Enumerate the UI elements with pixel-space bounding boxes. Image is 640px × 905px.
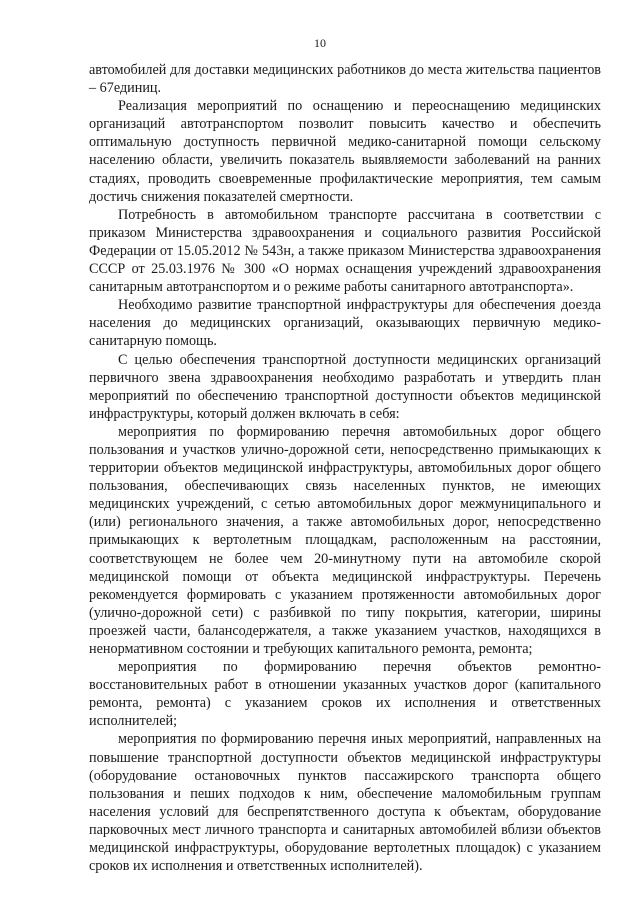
list-item: мероприятия по формированию перечня автомобильных дорог общего пользования и участков улично-дорожной сети, непосредственно примыкающих к территории объектов медицинской инфраструктуры, автомобильных дорог общего пользования, обеспечивающих связь населенных пунктов, не имеющих медицинских учреждений, с сетью автомобильных дорог межмуниципального и (или) регионального значения, а также автомобильных дорог, непосредственно примыкающих к вертолетным площадкам, расположенным на расстоянии, соответствующем не более чем 20-минутному пути на автомобиле скорой медицинской помощи от объекта медицинской инфраструктуры. Перечень рекомендуется формировать с указанием протяженности автомобильных дорог (улично-дорожной сети) с разбивкой по типу покрытия, категории, ширины проезжей части, балансодержателя, а также указанием участков, находящихся в ненормативном состоянии и требующих капитального ремонта, ремонта; (89, 423, 601, 657)
paragraph: Необходимо развитие транспортной инфраструктуры для обеспечения доезда населения до медицинских организаций, оказывающих первичную медико-санитарную помощь. (89, 297, 601, 350)
paragraph: С целью обеспечения транспортной доступности медицинских организаций первичного звена здравоохранения необходимо разработать и утвердить план мероприятий по обеспечению транспортной доступности объектов медицинской инфраструктуры, который должен включать в себя: (89, 351, 601, 422)
paragraph: Потребность в автомобильном транспорте рассчитана в соответствии с приказом Министерства здравоохранения и социального развития Российской Федерации от 15.05.2012 № 543н, а также приказом Министерства здравоохранения СССР от 25.03.1976 № 300 «О нормах оснащения учреждений здравоохранения санитарным автотранспортом и о режиме работы санитарного автотранспорта». (89, 206, 601, 296)
paragraph-continuation: автомобилей для доставки медицинских работников до места жительства пациентов – 67единиц. (89, 62, 601, 97)
list-item: мероприятия по формированию перечня объектов ремонтно-восстановительных работ в отношении указанных участков дорог (капитального ремонта, ремонта) с указанием сроков их исполнения и ответственных исполнителей; (89, 659, 601, 730)
page-number: 10 (314, 36, 326, 50)
paragraph: Реализация мероприятий по оснащению и переоснащению медицинских организаций автотранспортом позволит повысить качество и обеспечить оптимальную доступность первичной медико-санитарной помощи сельскому населению области, увеличить показатель выявляемости заболеваний на ранних стадиях, проводить своевременные профилактические мероприятия, тем самым достичь снижения показателей смертности. (89, 98, 601, 205)
document-body (89, 61, 601, 875)
list-item: мероприятия по формированию перечня иных мероприятий, направленных на повышение транспортной доступности объектов медицинской инфраструктуры (оборудование остановочных пунктов пассажирского транспорта общего пользования и пеших подходов к ним, обеспечение маломобильным группам населения условий для беспрепятственного доступа к объектам, оборудование парковочных мест личного транспорта и санитарных автомобилей вблизи объектов медицинской инфраструктуры, оборудование вертолетных площадок) с указанием сроков их исполнения и ответственных исполнителей). (89, 731, 601, 875)
